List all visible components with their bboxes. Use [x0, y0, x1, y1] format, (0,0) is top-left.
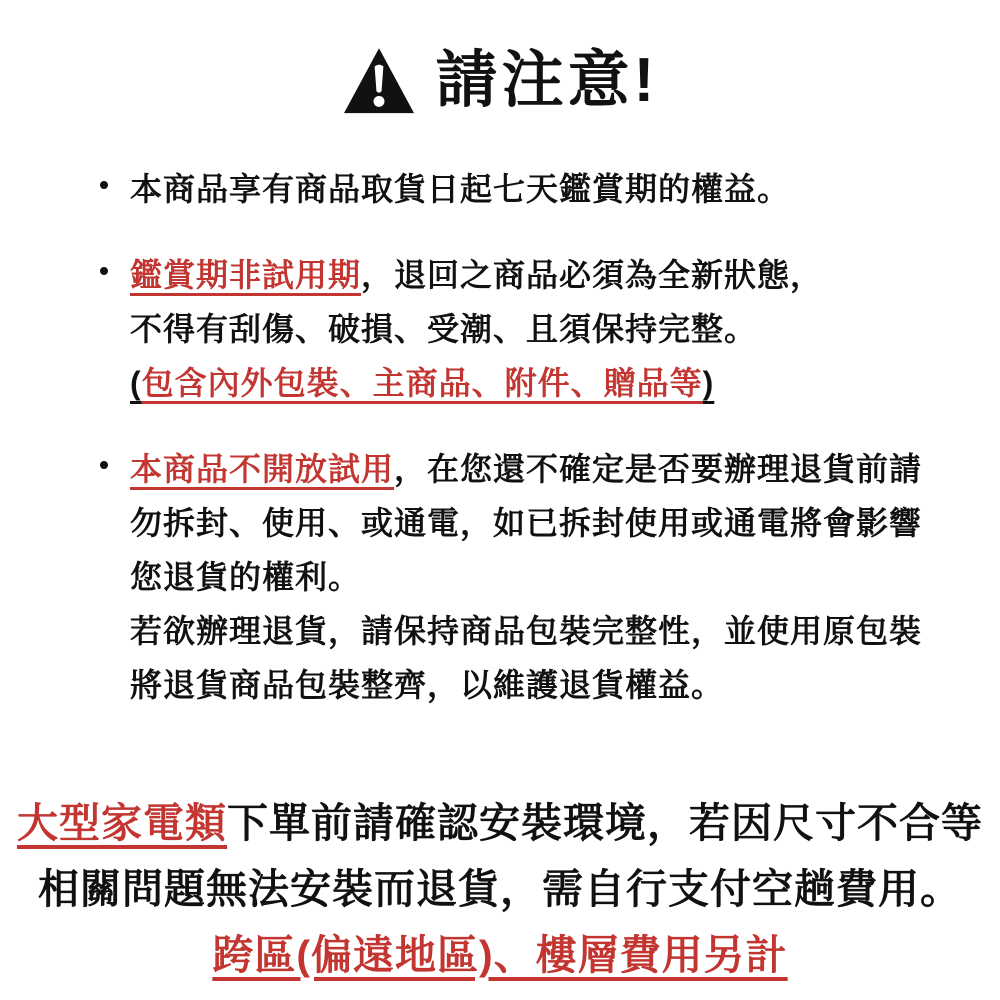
text-run: 不得有刮傷、破損、受潮、且須保持完整。 — [130, 311, 758, 347]
text-run: 勿拆封、使用、或通電，如已拆封使用或通電將會影響 — [130, 505, 923, 541]
list-item — [100, 442, 940, 712]
emphasis-text: 鑑賞期非試用期 — [130, 257, 362, 293]
circle-bullet-icon — [100, 461, 108, 469]
emphasis-text: 本商品不開放試用 — [130, 451, 395, 487]
list-item — [100, 248, 940, 410]
text-run: ，在您還不確定是否要辦理退貨前請 — [394, 451, 923, 487]
text-run: ( — [130, 365, 142, 401]
text-run: 本商品享有商品取貨日起七天鑑賞期的權益。 — [130, 171, 791, 207]
emphasis-text: 大型家電類 — [17, 800, 227, 846]
warning-triangle-icon — [342, 46, 416, 116]
circle-bullet-icon — [100, 181, 108, 189]
list-item-text — [130, 442, 940, 712]
text-run: 相關問題無法安裝而退貨，需自行支付空趟費用。 — [38, 866, 962, 912]
list-item-text — [130, 162, 940, 216]
text-run: 若欲辦理退貨，請保持商品包裝完整性，並使用原包裝 — [130, 613, 923, 649]
text-run: ，退回之商品必須為全新狀態， — [361, 257, 824, 293]
text-run: 您退貨的權利。 — [130, 559, 362, 595]
text-run: 下單前請確認安裝環境，若因尺寸不合等 — [227, 800, 983, 846]
emphasis-text: 包含內外包裝、主商品、附件、贈品等 — [141, 365, 703, 401]
appliance-notice — [0, 790, 1000, 988]
text-run: ) — [702, 365, 715, 401]
text-run: 將退貨商品包裝整齊，以維護退貨權益。 — [130, 667, 725, 703]
list-item-text — [130, 248, 940, 410]
emphasis-text: 跨區(偏遠地區)、樓層費用另計 — [212, 932, 788, 978]
page-title-text: 請注意! — [435, 46, 659, 115]
page-title — [0, 42, 1000, 120]
list-item — [100, 162, 940, 216]
policy-list — [0, 162, 1000, 712]
circle-bullet-icon — [100, 267, 108, 275]
